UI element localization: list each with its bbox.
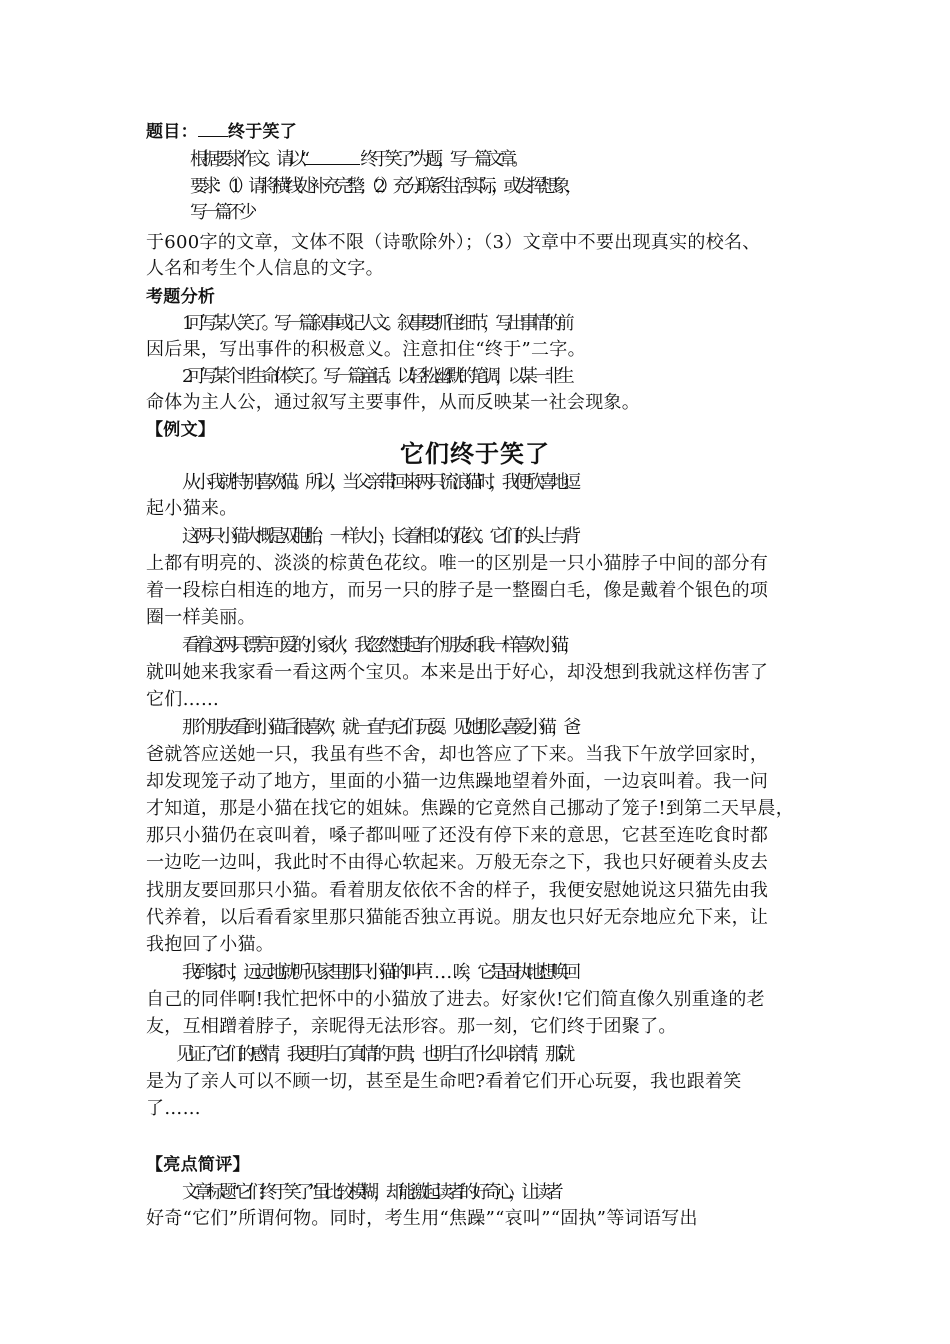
essay-line: 见证了它们的感情，我更明白了真情的可贵，也明白了什么叫亲情，那就 <box>176 1044 570 1065</box>
essay-line: 却发现笼子动了地方，里面的小猫一边焦躁地望着外面，一边哀叫着。我一问 <box>146 771 769 792</box>
prompt-line1-prefix: 根据要求作文。请以“ <box>190 149 305 170</box>
analysis-p1-line1: 1.可写某人笑了。写一篇叙事或记人文。叙事要抓住细节，写出事情的前 <box>182 313 570 334</box>
essay-line: 自己的同伴啊!我忙把怀中的小猫放了进去。好家伙!它们简直像久别重逢的老 <box>146 989 765 1010</box>
essay-line: 它们…… <box>146 689 220 710</box>
essay-line: 从小我就特别喜欢猫。所以，当父亲带回来两只流浪猫时，我便欣喜地逗 <box>182 472 576 493</box>
prompt-line-1 <box>190 146 860 173</box>
topic-blank <box>304 146 360 165</box>
requirement-line-1: 要求：（1）请将横线处补充完整；（2）充分联系生活实际，或发挥想象， <box>190 176 578 197</box>
prompt-title-text: 终于笑了 <box>227 122 298 142</box>
analysis-p1-line2: 因后果，写出事件的积极意义。注意扣住“终于”二字。 <box>146 339 586 360</box>
requirement-line-3: 于600字的文章，文体不限（诗歌除外）；（3）文章中不要出现真实的校名、 <box>146 232 761 253</box>
essay-line: 我抱回了小猫。 <box>146 934 275 955</box>
essay-line: 爸就答应送她一只，我虽有些不舍，却也答应了下来。当我下午放学回家时， <box>146 744 769 765</box>
review-line-2: 好奇“它们”所谓何物。同时，考生用“焦躁”“哀叫”“固执”等词语写出 <box>146 1208 698 1229</box>
essay-line: 看着这两只漂亮可爱的小家伙，我忽然想起有个朋友和我一样喜欢小猫， <box>182 635 576 656</box>
essay-line: 找朋友要回那只小猫。看着朋友依依不舍的样子，我便安慰她说这只猫先由我 <box>146 880 769 901</box>
essay-line: 一边吃一边叫，我此时不由得心软起来。万般无奈之下，我也只好硬着头皮去 <box>146 852 769 873</box>
essay-line: 那只小猫仍在哀叫着，嗓子都叫哑了还没有停下来的意思，它甚至连吃食时都 <box>146 825 769 846</box>
prompt-title <box>146 118 816 145</box>
essay-line: 我到家时，远远地就听见家里那只小猫的叫声……唉，它是固执地想唤回 <box>182 962 576 983</box>
title-blank <box>198 118 228 137</box>
essay-line: 上都有明亮的、淡淡的棕黄色花纹。唯一的区别是一只小猫脖子中间的部分有 <box>146 553 769 574</box>
prompt-title-label: 题目： <box>146 122 198 142</box>
essay-line: 起小猫来。 <box>146 498 238 519</box>
essay-line: 代养着，以后看看家里那只猫能否独立再说。朋友也只好无奈地应允下来，让 <box>146 907 769 928</box>
essay-line: 就叫她来我家看一看这两个宝贝。本来是出于好心，却没想到我就这样伤害了 <box>146 662 769 683</box>
essay-line: 这两只小猫大概是双胞胎，一样大小，长着相似的花纹。它们的头上与背 <box>182 526 576 547</box>
analysis-heading: 考题分析 <box>146 287 216 307</box>
review-line-1: 文章标题“它们终于笑了”虽比较模糊，却能激起读者的好奇心，让读者 <box>182 1182 559 1203</box>
essay-line: 着一段棕白相连的地方，而另一只的脖子是一整圈白毛，像是戴着个银色的项 <box>146 580 769 601</box>
analysis-p2-line2: 命体为主人公，通过叙写主要事件，从而反映某一社会现象。 <box>146 392 641 413</box>
essay-line: 才知道，那是小猫在找它的姐妹。焦躁的它竟然自己挪动了笼子!到第二天早晨， <box>146 798 795 819</box>
requirement-line-2: 写一篇不少 <box>190 202 252 223</box>
essay-line: 了…… <box>146 1098 201 1119</box>
essay-line: 友，互相蹭着脖子，亲昵得无法形容。那一刻，它们终于团聚了。 <box>146 1016 677 1037</box>
essay-line: 那个朋友看到小猫后很喜欢，就一直与它们玩耍。见她那么喜爱小猫，爸 <box>182 717 576 738</box>
example-label: 【例文】 <box>146 420 216 440</box>
requirement-line-4: 人名和考生个人信息的文字。 <box>146 258 384 279</box>
essay-line: 圈一样美丽。 <box>146 607 256 628</box>
analysis-p2-line1: 2.可写某个非生命体笑了。写一篇童话。以轻松幽默的笔调，以某一非生 <box>182 366 570 387</box>
essay-title: 它们终于笑了 <box>400 440 550 468</box>
review-label: 【亮点简评】 <box>146 1155 250 1175</box>
prompt-line1-suffix: 终于笑了”为题，写一篇文章。 <box>360 149 524 170</box>
essay-line: 是为了亲人可以不顾一切，甚至是生命吧?看着它们开心玩耍，我也跟着笑 <box>146 1071 742 1092</box>
